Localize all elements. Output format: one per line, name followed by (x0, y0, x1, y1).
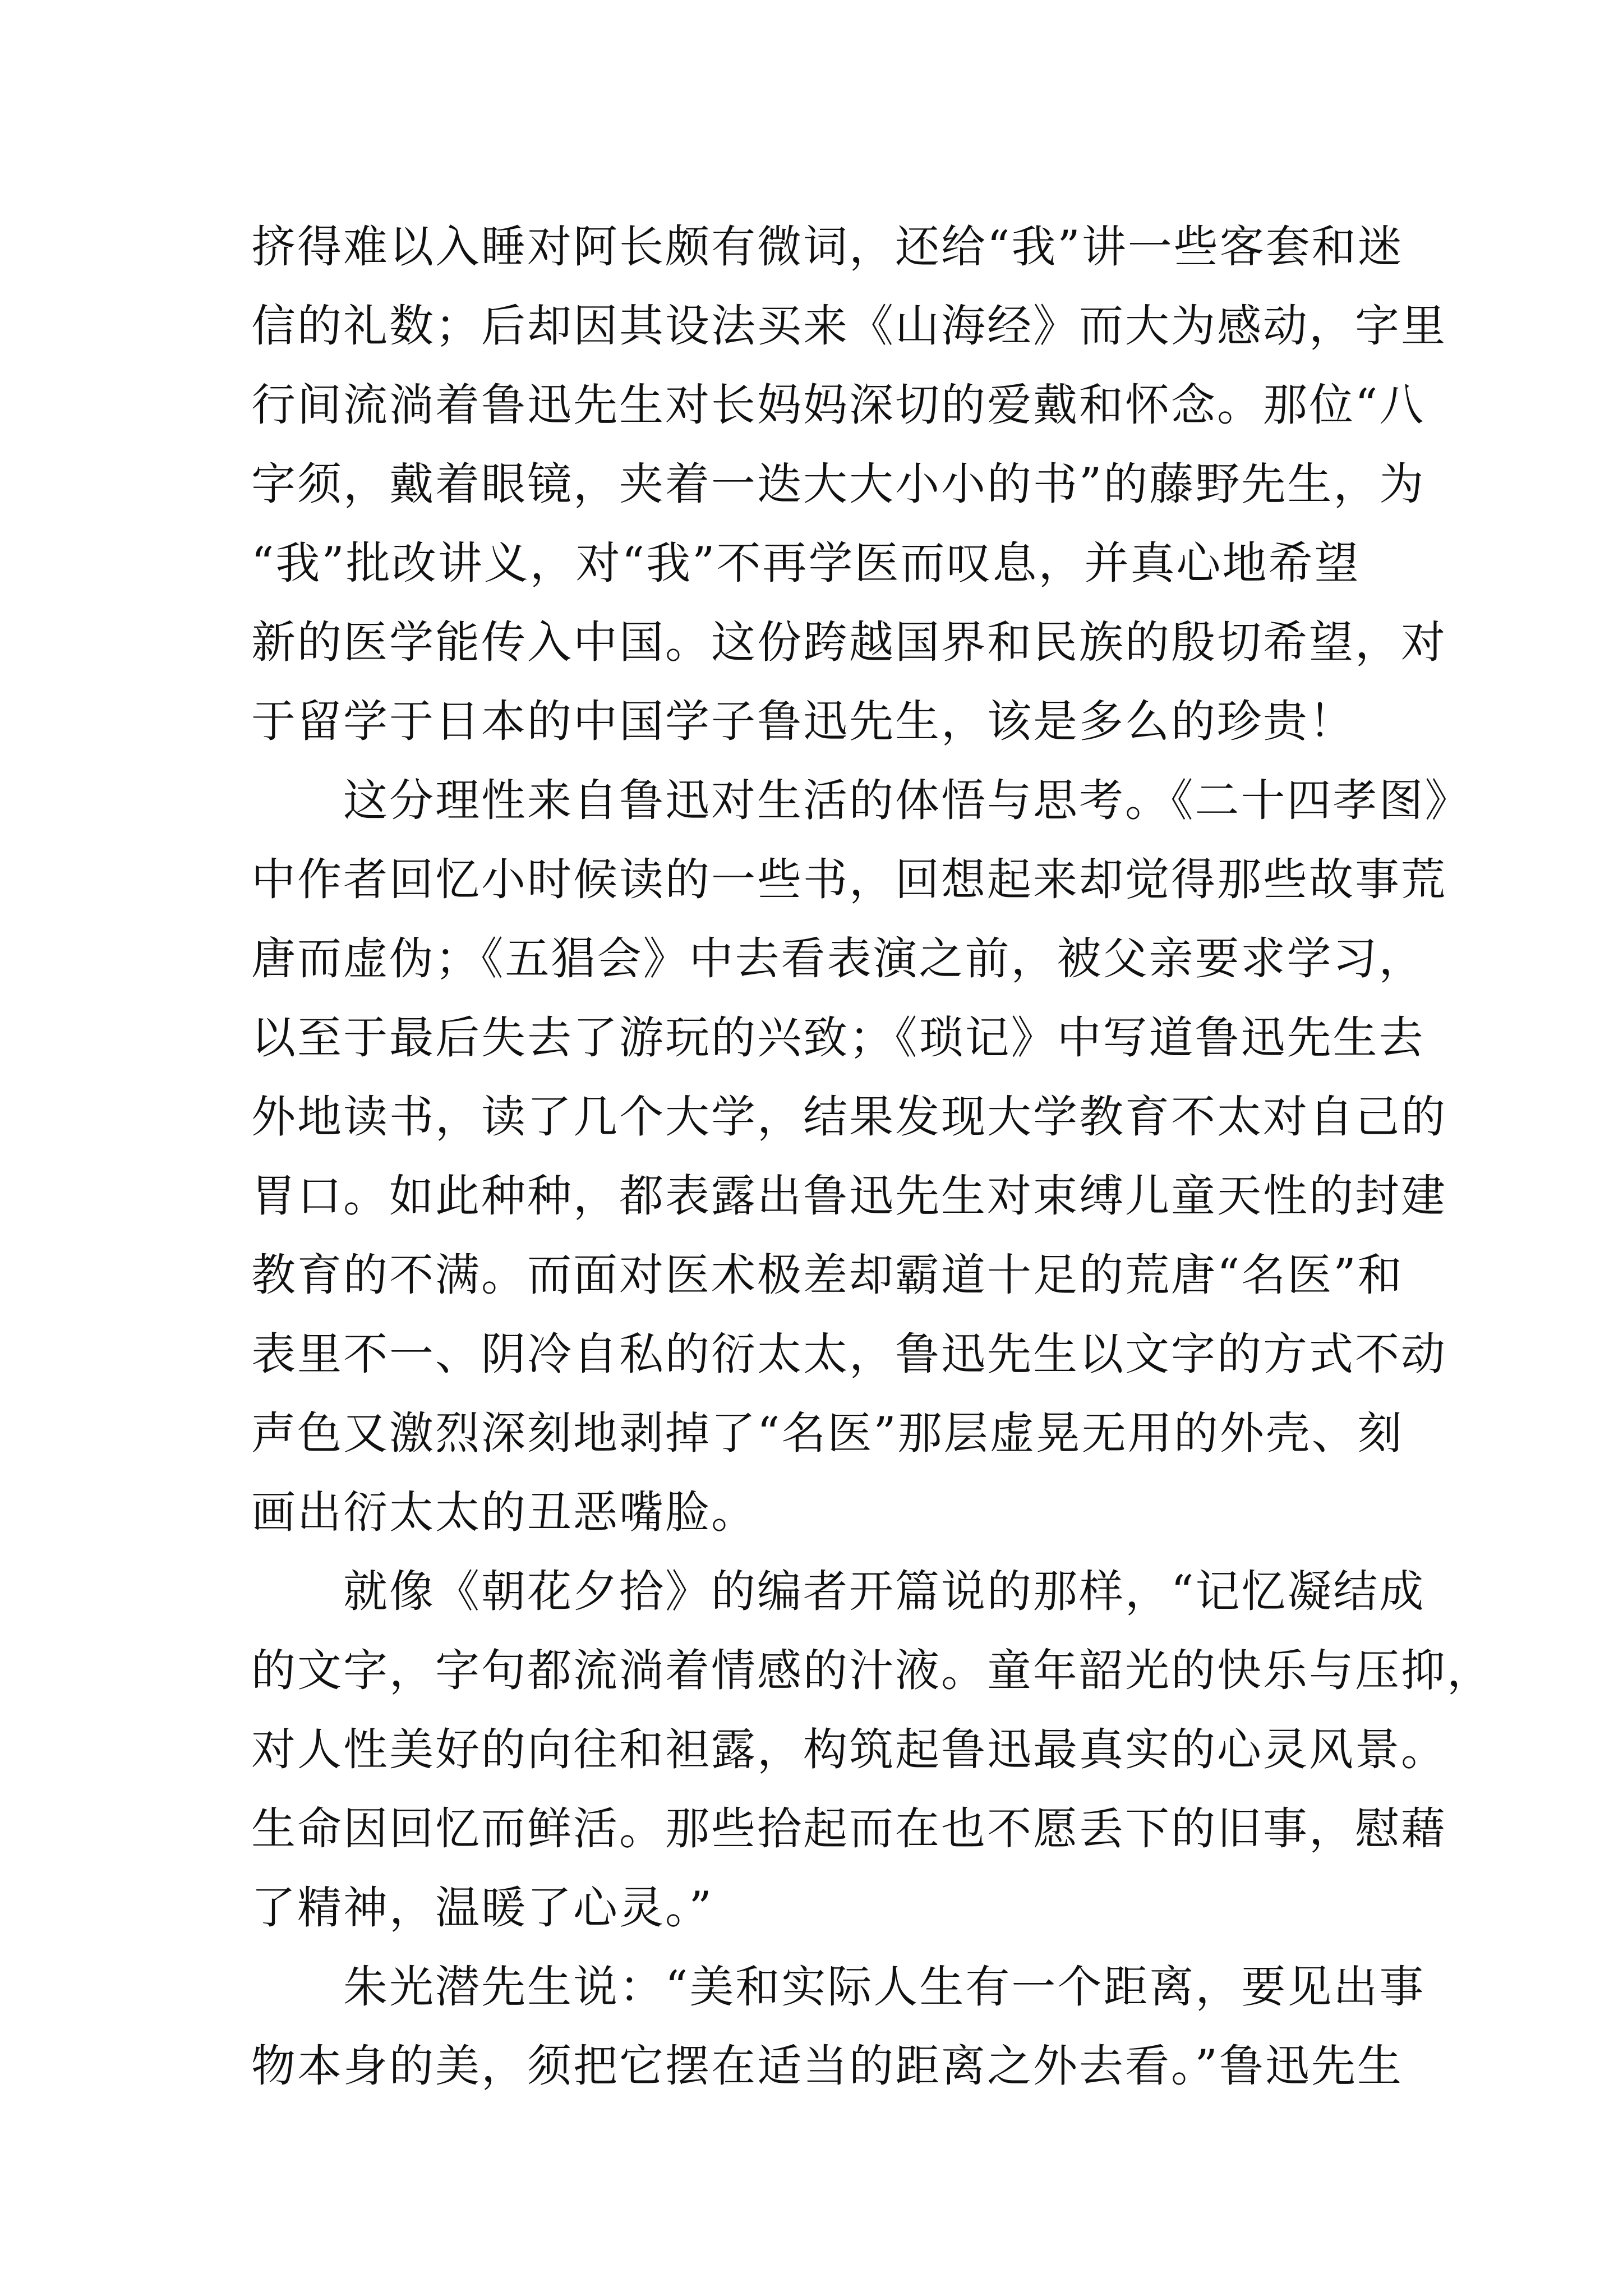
text-line: 字须，戴着眼镜，夹着一迭大大小小的书”的藤野先生，为 (251, 458, 1426, 510)
text-line: 声色又激烈深刻地剥掉了“名医”那层虚晃无用的外壳、刻 (251, 1407, 1404, 1459)
text-line: 行间流淌着鲁迅先生对长妈妈深切的爱戴和怀念。那位“八 (251, 379, 1426, 431)
text-line: 挤得难以入睡对阿长颇有微词，还给“我”讲一些客套和迷 (251, 221, 1404, 273)
text-line: 教育的不满。而面对医术极差却霸道十足的荒唐“名医”和 (251, 1249, 1404, 1301)
text-line: 生命因回忆而鲜活。那些拾起而在也不愿丢下的旧事，慰藉 (251, 1803, 1447, 1855)
text-line: 了精神，温暖了心灵。” (251, 1882, 713, 1934)
text-line: 于留学于日本的中国学子鲁迅先生，该是多么的珍贵！ (251, 696, 1355, 747)
text-line: 唐而虚伪；《五猖会》中去看表演之前，被父亲要求学习， (251, 933, 1425, 984)
text-line: 朱光潜先生说：“美和实际人生有一个距离，要见出事 (251, 1961, 1426, 2013)
text-line: 就像《朝花夕拾》的编者开篇说的那样，“记忆凝结成 (251, 1566, 1426, 1617)
text-line: 中作者回忆小时候读的一些书，回想起来却觉得那些故事荒 (251, 854, 1447, 905)
text-line: 新的医学能传入中国。这份跨越国界和民族的殷切希望，对 (251, 616, 1447, 668)
text-line: 画出衍太太的丑恶嘴脸。 (251, 1487, 757, 1538)
text-line: 胃口。如此种种，都表露出鲁迅先生对束缚儿童天性的封建 (251, 1170, 1447, 1222)
text-line: 这分理性来自鲁迅对生活的体悟与思考。《二十四孝图》 (251, 775, 1471, 826)
text-line: 的文字，字句都流淌着情感的汁液。童年韶光的快乐与压抑， (251, 1645, 1493, 1696)
text-line: 表里不一、阴冷自私的衍太太，鲁迅先生以文字的方式不动 (251, 1328, 1447, 1380)
text-line: 信的礼数；后却因其设法买来《山海经》而大为感动，字里 (251, 300, 1447, 352)
text-line: 物本身的美，须把它摆在适当的距离之外去看。”鲁迅先生 (251, 2040, 1403, 2092)
text-line: 外地读书，读了几个大学，结果发现大学教育不太对自己的 (251, 1091, 1447, 1143)
text-line: 以至于最后失去了游玩的兴致；《琐记》中写道鲁迅先生去 (251, 1012, 1425, 1064)
text-line: “我”批改讲义，对“我”不再学医而叹息，并真心地希望 (251, 537, 1361, 589)
text-line: 对人性美好的向往和袒露，构筑起鲁迅最真实的心灵风景。 (251, 1724, 1447, 1775)
body-text (251, 208, 1493, 2106)
